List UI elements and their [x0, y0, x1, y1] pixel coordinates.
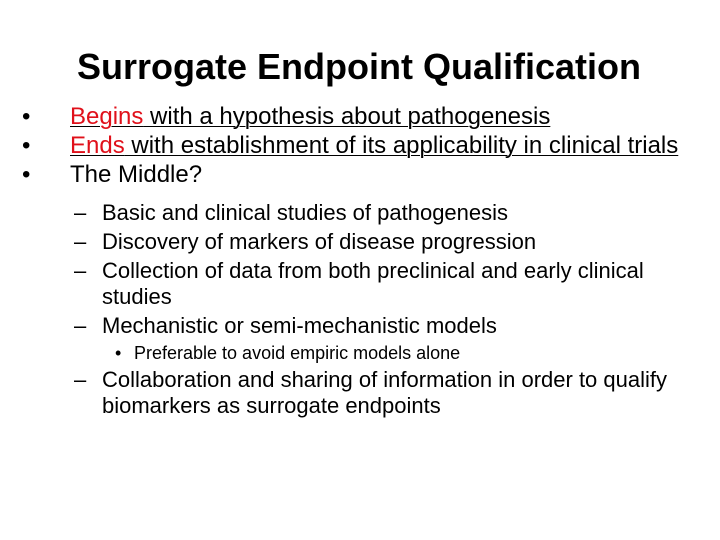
highlight-ends: Ends: [70, 132, 125, 159]
text-begins-rest: with a hypothesis about pathogenesis: [143, 103, 551, 130]
sub-point-text: Mechanistic or semi-mechanistic models: [102, 313, 497, 338]
sub-point-collaboration: [22, 367, 712, 419]
dash-glyph: –: [74, 229, 87, 254]
bullet-middle: [22, 162, 712, 188]
sub-sub-point-text: Preferable to avoid empiric models alone: [134, 343, 461, 363]
text-middle: The Middle?: [70, 161, 203, 188]
bullet-glyph: •: [22, 103, 31, 130]
sub-point-basic-studies: [22, 200, 712, 226]
bullet-glyph: •: [22, 161, 31, 188]
sub-point-collection: [22, 258, 712, 310]
sub-point-discovery: [22, 229, 712, 255]
sub-point-text: Basic and clinical studies of pathogenesis: [102, 200, 509, 225]
dash-glyph: –: [74, 258, 87, 283]
sub-point-text: Collaboration and sharing of information in order to qualify biomarkers as surrogate endpoints: [102, 367, 667, 418]
bullet-glyph: •: [22, 132, 31, 159]
bullet-begins: [22, 104, 712, 130]
bullet-ends: [22, 133, 712, 159]
slide-body: [22, 104, 712, 422]
bullet-glyph: •: [115, 343, 122, 363]
text-ends-rest: with establishment of its applicability in clinical trials: [124, 132, 679, 159]
sub-point-text: Collection of data from both preclinical and early clinical studies: [102, 258, 644, 309]
sub-sub-point-empiric: [22, 342, 712, 364]
dash-glyph: –: [74, 313, 87, 338]
sub-point-mechanistic: [22, 313, 712, 339]
dash-glyph: –: [74, 200, 87, 225]
sub-point-text: Discovery of markers of disease progression: [102, 229, 537, 254]
highlight-begins: Begins: [70, 103, 144, 130]
dash-glyph: –: [74, 367, 87, 392]
slide-title: Surrogate Endpoint Qualification: [76, 46, 641, 87]
